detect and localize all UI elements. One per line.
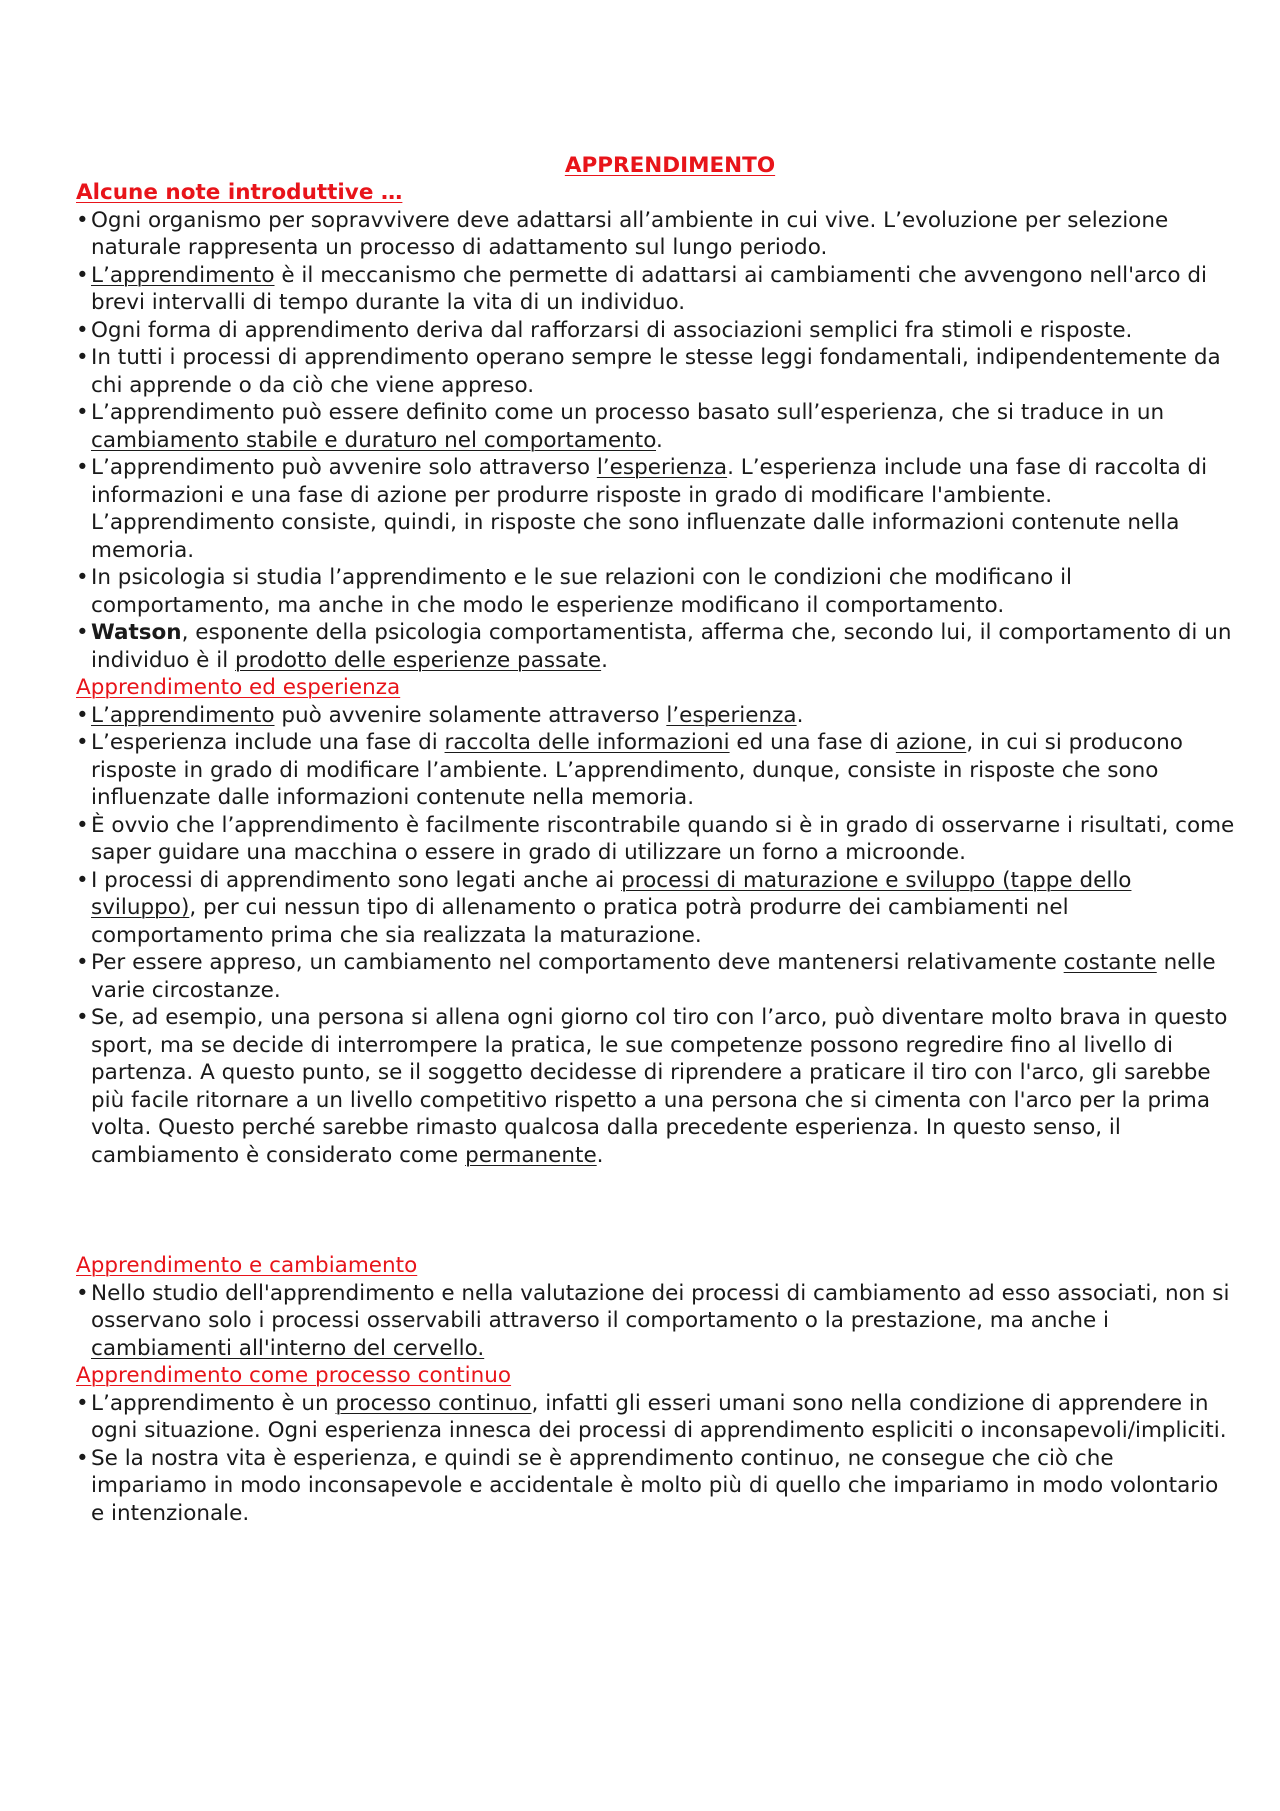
bold-term: Watson (91, 620, 182, 645)
section-heading-cambiamento: Apprendimento e cambiamento (76, 1253, 418, 1278)
intro-list (76, 207, 1236, 675)
underlined-term: prodotto delle esperienze passate (235, 647, 602, 673)
list-item: • L’esperienza include una fase di raccolta delle informazioni ed una fase di azione, in cui si producono risposte in grado di modificare l’ambiente. L’apprendimento, dunque, consiste in risposte che sono influenzate dalle informazioni contenute nella memoria. (76, 729, 1236, 812)
underlined-term: processo continuo (335, 1390, 532, 1416)
underlined-term: L’apprendimento (91, 702, 275, 728)
esperienza-list (76, 702, 1236, 1170)
underlined-term: azione (895, 730, 967, 755)
section-heading-processo-continuo: Apprendimento come processo continuo (76, 1363, 512, 1388)
list-item: • Ogni organismo per sopravvivere deve adattarsi all’ambiente in cui vive. L’evoluzione per selezione naturale rappresenta un processo di adattamento sul lungo periodo. (76, 207, 1236, 262)
section-heading-esperienza: Apprendimento ed esperienza (76, 675, 401, 700)
underlined-term: costante (1063, 950, 1157, 975)
blank-space (76, 1169, 1236, 1252)
document-body (76, 179, 1236, 1527)
list-item: • In psicologia si studia l’apprendimento e le sue relazioni con le condizioni che modificano il comportamento, ma anche in che modo le esperienze modificano il comportamento. (76, 564, 1236, 619)
list-item: • Se, ad esempio, una persona si allena ogni giorno col tiro con l’arco, può diventare molto brava in questo sport, ma se decide di interrompere la pratica, le sue competenze possono regredire fino al livello di partenza. A questo punto, se il soggetto decidesse di riprendere a praticare il tiro con l'arco, gli sarebbe più facile ritornare a un livello competitivo rispetto a una persona che si cimenta con l'arco per la prima volta. Questo perché sarebbe rimasto qualcosa dalla precedente esperienza. In questo senso, il cambiamento è considerato come permanente. (76, 1004, 1236, 1169)
list-item: • L’apprendimento può avvenire solo attraverso l’esperienza. L’esperienza include una fase di raccolta di informazioni e una fase di azione per produrre risposte in grado di modificare l'ambiente. L’apprendimento consiste, quindi, in risposte che sono influenzate dalle informazioni contenute nella memoria. (76, 454, 1236, 564)
section-heading-intro: Alcune note introduttive … (76, 180, 403, 205)
list-item: • Nello studio dell'apprendimento e nella valutazione dei processi di cambiamento ad esso associati, non si osservano solo i processi osservabili attraverso il comportamento o la prestazione, ma anche i cambiamenti all'interno del cervello. (76, 1280, 1236, 1363)
list-item: • Watson, esponente della psicologia comportamentista, afferma che, secondo lui, il comportamento di un individuo è il prodotto delle esperienze passate. (76, 619, 1236, 674)
underlined-term: raccolta delle informazioni (444, 730, 730, 755)
list-item: • L’apprendimento può avvenire solamente attraverso l’esperienza. (76, 702, 1236, 730)
list-item: • L’apprendimento è un processo continuo, infatti gli esseri umani sono nella condizione di apprendere in ogni situazione. Ogni esperienza innesca dei processi di apprendimento espliciti o inconsapevoli/impliciti. (76, 1390, 1236, 1445)
underlined-term: permanente (465, 1142, 597, 1168)
processo-continuo-list (76, 1390, 1236, 1528)
underlined-term: l’esperienza (596, 455, 728, 480)
list-item: • Se la nostra vita è esperienza, e quindi se è apprendimento continuo, ne consegue che ciò che impariamo in modo inconsapevole e accidentale è molto più di quello che impariamo in modo volontario e intenzionale. (76, 1445, 1236, 1528)
underlined-term: cambiamenti all'interno del cervello. (91, 1335, 485, 1361)
list-item: • In tutti i processi di apprendimento operano sempre le stesse leggi fondamentali, indipendentemente da chi apprende o da ciò che viene appreso. (76, 344, 1236, 399)
underlined-term: l’esperienza (666, 702, 797, 728)
list-item: • I processi di apprendimento sono legati anche ai processi di maturazione e sviluppo (tappe dello sviluppo), per cui nessun tipo di allenamento o pratica potrà produrre dei cambiamenti nel comportamento prima che sia realizzata la maturazione. (76, 867, 1236, 950)
list-item: • L’apprendimento può essere definito come un processo basato sull’esperienza, che si traduce in un cambiamento stabile e duraturo nel comportamento. (76, 399, 1236, 454)
underlined-term: processi di maturazione e sviluppo (tappe dello sviluppo) (91, 867, 1132, 920)
list-item: • È ovvio che l’apprendimento è facilmente riscontrabile quando si è in grado di osservarne i risultati, come saper guidare una macchina o essere in grado di utilizzare un forno a microonde. (76, 812, 1236, 867)
list-item: • L’apprendimento è il meccanismo che permette di adattarsi ai cambiamenti che avvengono nell'arco di brevi intervalli di tempo durante la vita di un individuo. (76, 262, 1236, 317)
cambiamento-list (76, 1280, 1236, 1363)
list-item: • Per essere appreso, un cambiamento nel comportamento deve mantenersi relativamente costante nelle varie circostanze. (76, 949, 1236, 1004)
page-title: APPRENDIMENTO (564, 153, 776, 178)
list-item: • Ogni forma di apprendimento deriva dal rafforzarsi di associazioni semplici fra stimoli e risposte. (76, 317, 1236, 345)
underlined-term: cambiamento stabile e duraturo nel comportamento (91, 427, 657, 453)
underlined-term: L’apprendimento (91, 262, 275, 288)
